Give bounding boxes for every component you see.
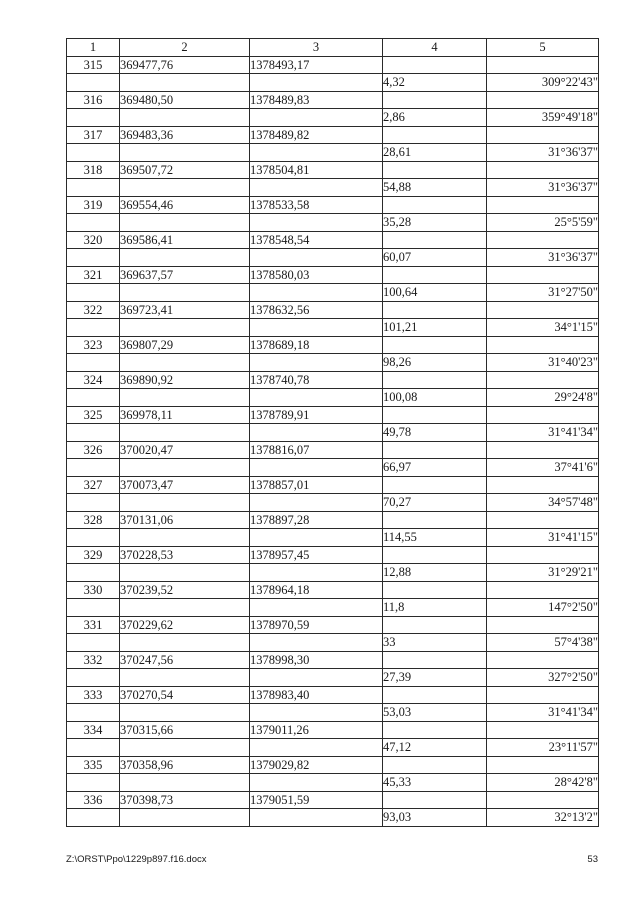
point-y: 1379051,59 xyxy=(250,791,383,809)
point-row xyxy=(67,301,599,319)
point-row xyxy=(67,231,599,249)
segment-length: 114,55 xyxy=(383,529,487,547)
empty-cell xyxy=(67,424,120,442)
point-x: 369477,76 xyxy=(120,56,250,74)
point-number: 317 xyxy=(67,126,120,144)
empty-cell xyxy=(487,371,599,389)
empty-cell xyxy=(383,686,487,704)
point-number: 323 xyxy=(67,336,120,354)
segment-angle: 31°41'34" xyxy=(487,424,599,442)
segment-angle: 23°11'57" xyxy=(487,739,599,757)
segment-angle: 31°36'37" xyxy=(487,249,599,267)
segment-row xyxy=(67,599,599,617)
point-x: 370315,66 xyxy=(120,721,250,739)
empty-cell xyxy=(250,529,383,547)
segment-angle: 57°4'38" xyxy=(487,634,599,652)
segment-length: 12,88 xyxy=(383,564,487,582)
empty-cell xyxy=(120,704,250,722)
empty-cell xyxy=(120,564,250,582)
header-cell-5: 5 xyxy=(487,39,599,57)
empty-cell xyxy=(250,774,383,792)
empty-cell xyxy=(487,91,599,109)
point-number: 330 xyxy=(67,581,120,599)
segment-length: 49,78 xyxy=(383,424,487,442)
empty-cell xyxy=(120,634,250,652)
segment-row xyxy=(67,144,599,162)
point-row xyxy=(67,56,599,74)
empty-cell xyxy=(67,74,120,92)
point-y: 1378493,17 xyxy=(250,56,383,74)
empty-cell xyxy=(487,791,599,809)
point-number: 319 xyxy=(67,196,120,214)
segment-angle: 31°36'37" xyxy=(487,179,599,197)
empty-cell xyxy=(383,511,487,529)
point-row xyxy=(67,511,599,529)
segment-row xyxy=(67,494,599,512)
point-x: 369480,50 xyxy=(120,91,250,109)
segment-length: 60,07 xyxy=(383,249,487,267)
point-number: 328 xyxy=(67,511,120,529)
segment-length: 53,03 xyxy=(383,704,487,722)
point-row xyxy=(67,756,599,774)
point-number: 334 xyxy=(67,721,120,739)
empty-cell xyxy=(120,459,250,477)
empty-cell xyxy=(67,634,120,652)
empty-cell xyxy=(67,109,120,127)
segment-angle: 31°36'37" xyxy=(487,144,599,162)
point-row xyxy=(67,161,599,179)
empty-cell xyxy=(383,301,487,319)
point-row xyxy=(67,126,599,144)
point-x: 370229,62 xyxy=(120,616,250,634)
point-number: 327 xyxy=(67,476,120,494)
empty-cell xyxy=(383,791,487,809)
segment-angle: 32°13'2" xyxy=(487,809,599,827)
point-y: 1378983,40 xyxy=(250,686,383,704)
segment-length: 100,64 xyxy=(383,284,487,302)
point-y: 1378789,91 xyxy=(250,406,383,424)
point-x: 369978,11 xyxy=(120,406,250,424)
empty-cell xyxy=(487,476,599,494)
point-y: 1378632,56 xyxy=(250,301,383,319)
empty-cell xyxy=(487,441,599,459)
segment-length: 45,33 xyxy=(383,774,487,792)
empty-cell xyxy=(383,196,487,214)
empty-cell xyxy=(487,196,599,214)
empty-cell xyxy=(487,161,599,179)
point-number: 329 xyxy=(67,546,120,564)
segment-angle: 31°27'50" xyxy=(487,284,599,302)
segment-row xyxy=(67,354,599,372)
point-y: 1378857,01 xyxy=(250,476,383,494)
empty-cell xyxy=(120,109,250,127)
empty-cell xyxy=(67,809,120,827)
header-cell-2: 2 xyxy=(120,39,250,57)
empty-cell xyxy=(487,581,599,599)
segment-row xyxy=(67,249,599,267)
header-cell-1: 1 xyxy=(67,39,120,57)
page-footer xyxy=(66,854,598,865)
empty-cell xyxy=(487,266,599,284)
point-y: 1378957,45 xyxy=(250,546,383,564)
empty-cell xyxy=(250,424,383,442)
point-y: 1378489,82 xyxy=(250,126,383,144)
empty-cell xyxy=(487,721,599,739)
segment-row xyxy=(67,739,599,757)
empty-cell xyxy=(67,739,120,757)
empty-cell xyxy=(383,721,487,739)
point-number: 321 xyxy=(67,266,120,284)
point-x: 369554,46 xyxy=(120,196,250,214)
empty-cell xyxy=(250,459,383,477)
point-y: 1378533,58 xyxy=(250,196,383,214)
segment-row xyxy=(67,74,599,92)
segment-length: 27,39 xyxy=(383,669,487,687)
empty-cell xyxy=(250,249,383,267)
empty-cell xyxy=(67,599,120,617)
segment-row xyxy=(67,564,599,582)
empty-cell xyxy=(120,389,250,407)
segment-row xyxy=(67,774,599,792)
segment-length: 33 xyxy=(383,634,487,652)
point-row xyxy=(67,616,599,634)
segment-length: 28,61 xyxy=(383,144,487,162)
point-y: 1378504,81 xyxy=(250,161,383,179)
empty-cell xyxy=(67,704,120,722)
empty-cell xyxy=(383,161,487,179)
segment-row xyxy=(67,669,599,687)
empty-cell xyxy=(250,144,383,162)
segment-length: 93,03 xyxy=(383,809,487,827)
point-y: 1378816,07 xyxy=(250,441,383,459)
segment-angle: 327°2'50" xyxy=(487,669,599,687)
empty-cell xyxy=(120,809,250,827)
empty-cell xyxy=(383,56,487,74)
empty-cell xyxy=(120,774,250,792)
segment-row xyxy=(67,284,599,302)
empty-cell xyxy=(120,284,250,302)
empty-cell xyxy=(487,686,599,704)
point-number: 315 xyxy=(67,56,120,74)
point-row xyxy=(67,266,599,284)
empty-cell xyxy=(250,109,383,127)
point-y: 1378998,30 xyxy=(250,651,383,669)
point-y: 1378970,59 xyxy=(250,616,383,634)
segment-length: 4,32 xyxy=(383,74,487,92)
segment-angle: 29°24'8" xyxy=(487,389,599,407)
empty-cell xyxy=(383,441,487,459)
empty-cell xyxy=(67,354,120,372)
page-number: 53 xyxy=(587,854,598,865)
segment-angle: 37°41'6" xyxy=(487,459,599,477)
empty-cell xyxy=(67,564,120,582)
segment-row xyxy=(67,109,599,127)
point-x: 370358,96 xyxy=(120,756,250,774)
empty-cell xyxy=(120,214,250,232)
empty-cell xyxy=(250,284,383,302)
empty-cell xyxy=(120,599,250,617)
empty-cell xyxy=(487,231,599,249)
point-y: 1379011,26 xyxy=(250,721,383,739)
point-number: 318 xyxy=(67,161,120,179)
empty-cell xyxy=(383,126,487,144)
point-y: 1378580,03 xyxy=(250,266,383,284)
empty-cell xyxy=(67,249,120,267)
point-x: 369637,57 xyxy=(120,266,250,284)
empty-cell xyxy=(250,389,383,407)
empty-cell xyxy=(383,756,487,774)
header-row xyxy=(67,39,599,57)
empty-cell xyxy=(383,581,487,599)
footer-file-path: Z:\ORST\Ppo\1229p897.f16.docx xyxy=(66,854,207,865)
empty-cell xyxy=(487,336,599,354)
segment-angle: 147°2'50" xyxy=(487,599,599,617)
segment-row xyxy=(67,529,599,547)
empty-cell xyxy=(487,301,599,319)
point-y: 1378964,18 xyxy=(250,581,383,599)
point-row xyxy=(67,196,599,214)
empty-cell xyxy=(67,389,120,407)
point-x: 370131,06 xyxy=(120,511,250,529)
segment-angle: 309°22'43" xyxy=(487,74,599,92)
header-cell-4: 4 xyxy=(383,39,487,57)
empty-cell xyxy=(383,371,487,389)
empty-cell xyxy=(383,266,487,284)
point-x: 369890,92 xyxy=(120,371,250,389)
empty-cell xyxy=(250,214,383,232)
empty-cell xyxy=(67,774,120,792)
point-number: 332 xyxy=(67,651,120,669)
segment-angle: 34°1'15" xyxy=(487,319,599,337)
empty-cell xyxy=(120,249,250,267)
segment-row xyxy=(67,809,599,827)
segment-length: 101,21 xyxy=(383,319,487,337)
segment-angle: 31°41'15" xyxy=(487,529,599,547)
empty-cell xyxy=(383,616,487,634)
point-x: 370247,56 xyxy=(120,651,250,669)
empty-cell xyxy=(383,231,487,249)
point-number: 326 xyxy=(67,441,120,459)
segment-length: 47,12 xyxy=(383,739,487,757)
point-number: 316 xyxy=(67,91,120,109)
empty-cell xyxy=(120,354,250,372)
empty-cell xyxy=(120,179,250,197)
empty-cell xyxy=(250,704,383,722)
empty-cell xyxy=(120,319,250,337)
point-y: 1378548,54 xyxy=(250,231,383,249)
empty-cell xyxy=(487,651,599,669)
coordinates-table xyxy=(66,38,599,827)
empty-cell xyxy=(67,494,120,512)
empty-cell xyxy=(120,739,250,757)
point-x: 369807,29 xyxy=(120,336,250,354)
empty-cell xyxy=(250,564,383,582)
segment-angle: 31°41'34" xyxy=(487,704,599,722)
empty-cell xyxy=(487,406,599,424)
empty-cell xyxy=(250,739,383,757)
point-y: 1378897,28 xyxy=(250,511,383,529)
point-x: 370398,73 xyxy=(120,791,250,809)
point-row xyxy=(67,686,599,704)
segment-length: 66,97 xyxy=(383,459,487,477)
empty-cell xyxy=(67,179,120,197)
point-x: 369723,41 xyxy=(120,301,250,319)
empty-cell xyxy=(487,126,599,144)
empty-cell xyxy=(383,546,487,564)
empty-cell xyxy=(67,319,120,337)
point-row xyxy=(67,581,599,599)
segment-length: 54,88 xyxy=(383,179,487,197)
segment-angle: 31°29'21" xyxy=(487,564,599,582)
point-y: 1378740,78 xyxy=(250,371,383,389)
segment-row xyxy=(67,459,599,477)
empty-cell xyxy=(120,669,250,687)
empty-cell xyxy=(383,91,487,109)
empty-cell xyxy=(67,459,120,477)
empty-cell xyxy=(250,74,383,92)
point-number: 320 xyxy=(67,231,120,249)
point-x: 370073,47 xyxy=(120,476,250,494)
empty-cell xyxy=(250,354,383,372)
empty-cell xyxy=(383,651,487,669)
point-x: 370228,53 xyxy=(120,546,250,564)
empty-cell xyxy=(67,284,120,302)
segment-angle: 34°57'48" xyxy=(487,494,599,512)
point-number: 333 xyxy=(67,686,120,704)
segment-row xyxy=(67,179,599,197)
point-number: 324 xyxy=(67,371,120,389)
point-x: 370270,54 xyxy=(120,686,250,704)
segment-length: 2,86 xyxy=(383,109,487,127)
empty-cell xyxy=(487,616,599,634)
segment-row xyxy=(67,389,599,407)
empty-cell xyxy=(250,669,383,687)
segment-length: 100,08 xyxy=(383,389,487,407)
segment-row xyxy=(67,319,599,337)
empty-cell xyxy=(67,669,120,687)
empty-cell xyxy=(383,476,487,494)
segment-length: 98,26 xyxy=(383,354,487,372)
point-row xyxy=(67,91,599,109)
segment-row xyxy=(67,634,599,652)
empty-cell xyxy=(383,336,487,354)
empty-cell xyxy=(120,494,250,512)
point-row xyxy=(67,651,599,669)
segment-angle: 25°5'59" xyxy=(487,214,599,232)
point-row xyxy=(67,406,599,424)
point-number: 322 xyxy=(67,301,120,319)
empty-cell xyxy=(67,214,120,232)
table-body xyxy=(67,39,599,827)
point-x: 369586,41 xyxy=(120,231,250,249)
point-row xyxy=(67,371,599,389)
empty-cell xyxy=(120,424,250,442)
point-y: 1378689,18 xyxy=(250,336,383,354)
point-y: 1378489,83 xyxy=(250,91,383,109)
point-x: 370239,52 xyxy=(120,581,250,599)
empty-cell xyxy=(120,74,250,92)
segment-angle: 31°40'23" xyxy=(487,354,599,372)
segment-row xyxy=(67,704,599,722)
empty-cell xyxy=(250,179,383,197)
segment-angle: 359°49'18" xyxy=(487,109,599,127)
point-row xyxy=(67,336,599,354)
empty-cell xyxy=(120,144,250,162)
empty-cell xyxy=(487,546,599,564)
empty-cell xyxy=(250,494,383,512)
point-number: 335 xyxy=(67,756,120,774)
empty-cell xyxy=(250,809,383,827)
empty-cell xyxy=(67,529,120,547)
point-row xyxy=(67,441,599,459)
point-row xyxy=(67,476,599,494)
point-row xyxy=(67,546,599,564)
segment-length: 35,28 xyxy=(383,214,487,232)
segment-length: 70,27 xyxy=(383,494,487,512)
empty-cell xyxy=(487,756,599,774)
segment-angle: 28°42'8" xyxy=(487,774,599,792)
segment-row xyxy=(67,424,599,442)
empty-cell xyxy=(250,319,383,337)
point-x: 370020,47 xyxy=(120,441,250,459)
point-y: 1379029,82 xyxy=(250,756,383,774)
empty-cell xyxy=(250,634,383,652)
point-number: 325 xyxy=(67,406,120,424)
point-x: 369483,36 xyxy=(120,126,250,144)
segment-row xyxy=(67,214,599,232)
point-x: 369507,72 xyxy=(120,161,250,179)
empty-cell xyxy=(250,599,383,617)
point-row xyxy=(67,721,599,739)
empty-cell xyxy=(120,529,250,547)
empty-cell xyxy=(67,144,120,162)
header-cell-3: 3 xyxy=(250,39,383,57)
empty-cell xyxy=(487,511,599,529)
point-number: 331 xyxy=(67,616,120,634)
segment-length: 11,8 xyxy=(383,599,487,617)
empty-cell xyxy=(383,406,487,424)
empty-cell xyxy=(487,56,599,74)
point-number: 336 xyxy=(67,791,120,809)
point-row xyxy=(67,791,599,809)
